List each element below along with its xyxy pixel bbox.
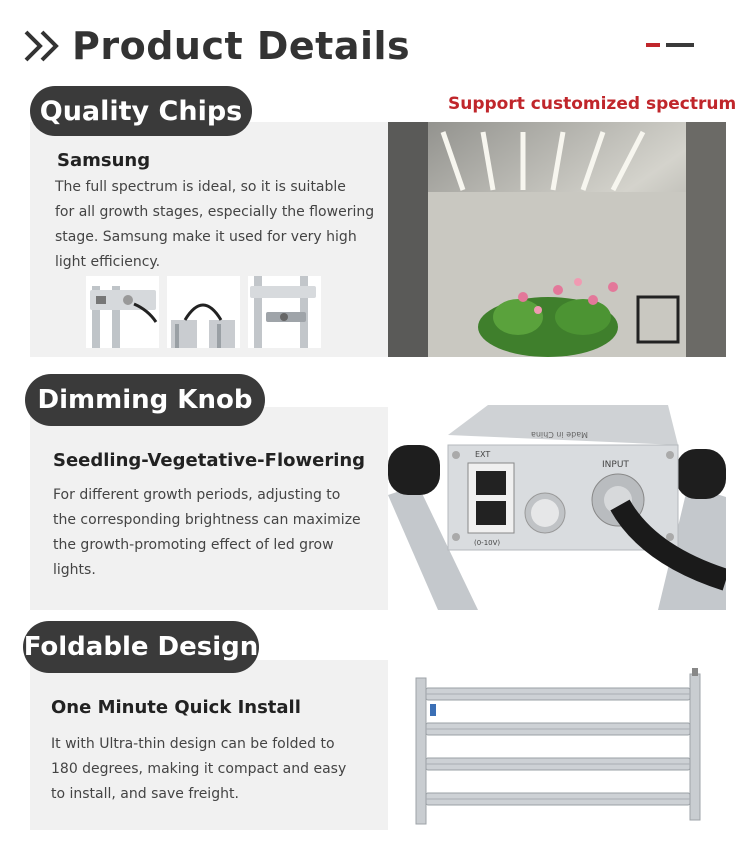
- dimming-knob-pill: Dimming Knob: [25, 374, 265, 426]
- decorative-dash-red: [646, 43, 660, 47]
- page-title: Product Details: [72, 24, 411, 68]
- double-chevron-icon: [22, 28, 66, 64]
- range-label: (0-10V): [474, 539, 501, 547]
- samsung-subtitle: Samsung: [57, 150, 151, 171]
- dimming-driver-photo: [388, 405, 726, 610]
- chip-thumbnail-2: [167, 276, 240, 348]
- foldable-design-pill: Foldable Design: [23, 621, 259, 673]
- made-in-label: Made in China: [530, 430, 588, 439]
- install-description: It with Ultra-thin design can be folded to 180 degrees, making it compact and easy to install, and save freight.: [51, 736, 347, 802]
- decorative-dash-dark: [666, 43, 694, 47]
- grow-tent-photo: [388, 122, 726, 357]
- quality-chips-pill: Quality Chips: [30, 86, 252, 136]
- samsung-description: The full spectrum is ideal, so it is suitable for all growth stages, especially the flowering stage. Samsung make it used for very high light efficiency.: [55, 179, 375, 270]
- dimming-description: For different growth periods, adjusting to the corresponding brightness can maximize the growth-promoting effect of led grow lights.: [53, 487, 361, 578]
- chip-thumbnail-3: [248, 276, 321, 348]
- ext-label: EXT: [475, 450, 491, 459]
- chip-thumbnail-1: [86, 276, 159, 348]
- foldable-light-bars-photo: [410, 668, 710, 828]
- input-label: INPUT: [602, 460, 629, 470]
- install-subtitle: One Minute Quick Install: [51, 697, 301, 718]
- spectrum-caption: Support customized spectrum: [448, 94, 737, 114]
- dimming-subtitle: Seedling-Vegetative-Flowering: [53, 450, 366, 471]
